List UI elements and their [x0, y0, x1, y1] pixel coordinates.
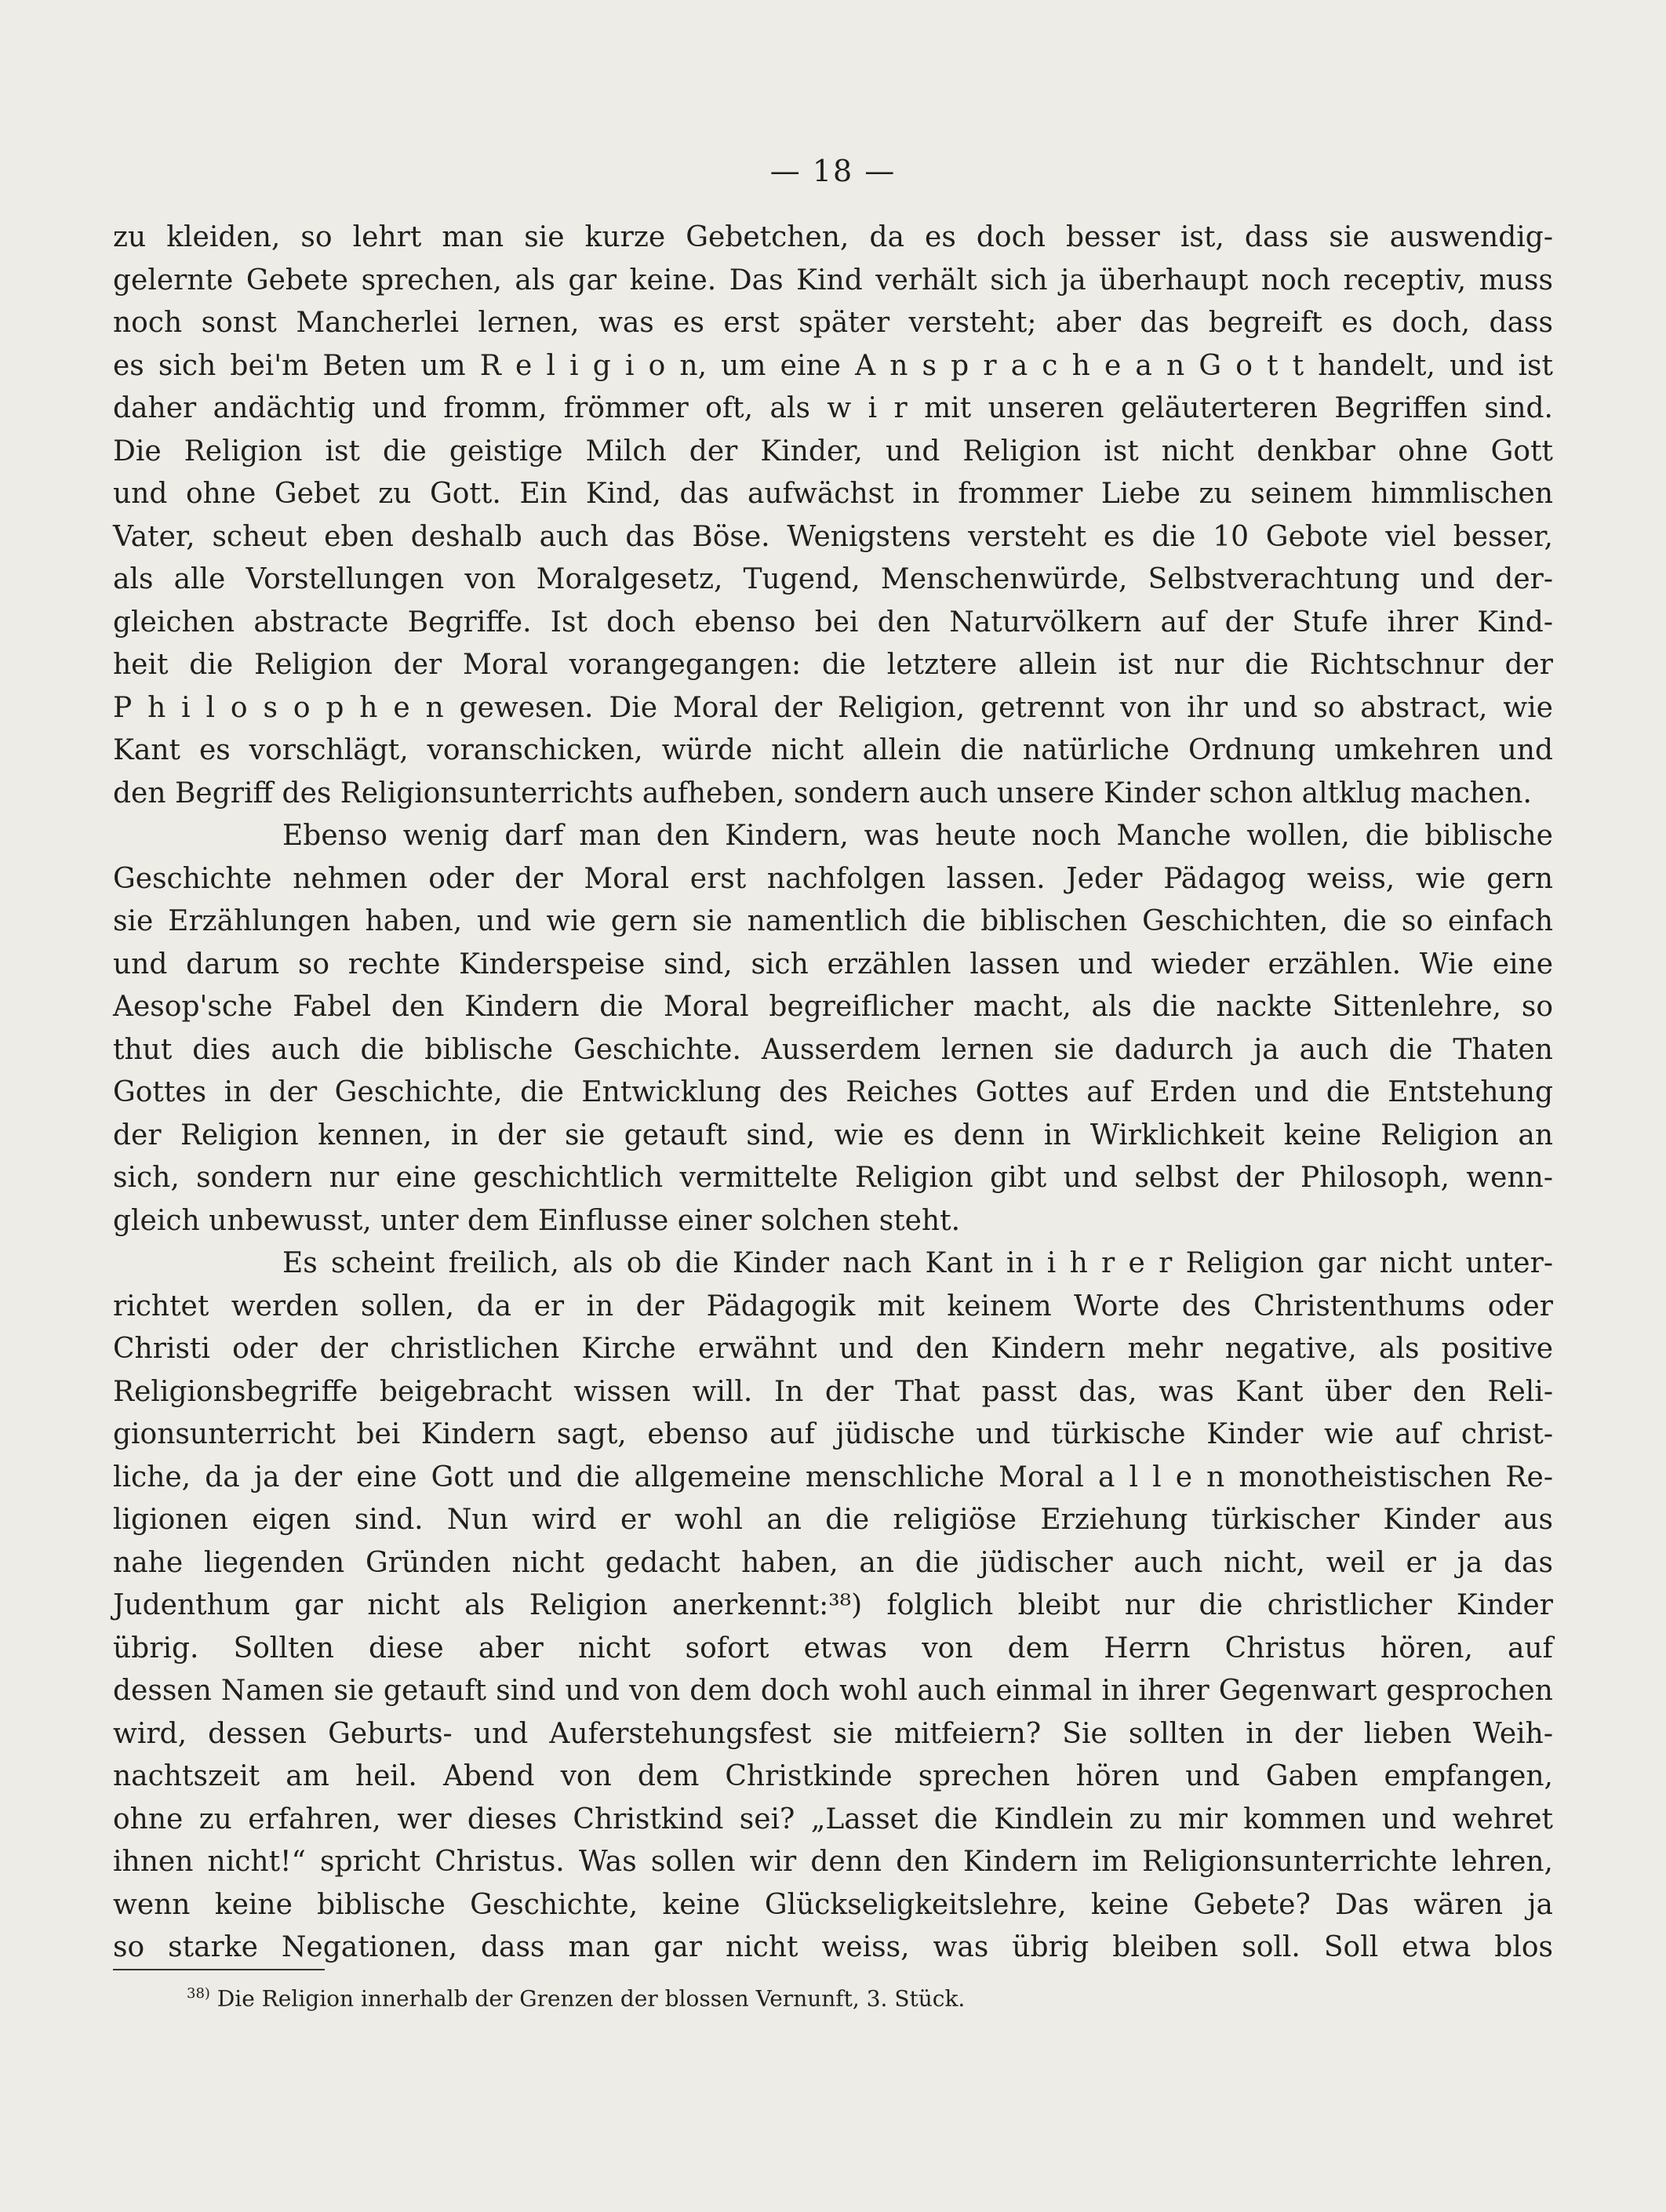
footnote-rule: [113, 1969, 325, 1970]
text-line: gionsunterricht bei Kindern sagt, ebenso auf jüdische und türkische Kinder wie auf christ-: [113, 1418, 1553, 1450]
page-number: — 18 —: [769, 154, 897, 188]
text-line: Kant es vorschlägt, voranschicken, würde nicht allein die natürliche Ordnung umkehren und: [113, 734, 1553, 766]
text-line: den Begriff des Religionsunterrichts aufheben, sondern auch unsere Kinder schon altklug machen.: [113, 777, 1532, 809]
text-line: P h i l o s o p h e n gewesen. Die Moral der Religion, getrennt von ihr und so abstract, wie: [113, 691, 1553, 724]
text-line: Geschichte nehmen oder der Moral erst nachfolgen lassen. Jeder Pädagog weiss, wie gern: [113, 862, 1553, 895]
text-line: noch sonst Mancherlei lernen, was es erst später versteht; aber das begreift es doch, dass: [113, 307, 1553, 339]
footnote-mark: 38): [187, 1985, 210, 2002]
text-line: und darum so rechte Kinderspeise sind, sich erzählen lassen und wieder erzählen. Wie eine: [113, 948, 1553, 980]
text-line: heit die Religion der Moral vorangegangen: die letztere allein ist nur die Richtschnur der: [113, 649, 1553, 681]
text-line: thut dies auch die biblische Geschichte. Ausserdem lernen sie dadurch ja auch die Thaten: [113, 1033, 1553, 1066]
text-line: gelernte Gebete sprechen, als gar keine. Das Kind verhält sich ja überhaupt noch receptiv, muss: [113, 264, 1553, 297]
text-line: ihnen nicht!“ spricht Christus. Was sollen wir denn den Kindern im Religionsunterrichte lehren,: [113, 1846, 1553, 1878]
text-line: Religionsbegriffe beigebracht wissen will. In der That passt das, was Kant über den Reli-: [113, 1375, 1553, 1408]
text-line: übrig. Sollten diese aber nicht sofort etwas von dem Herrn Christus hören, auf: [113, 1632, 1553, 1664]
text-line: so starke Negationen, dass man gar nicht weiss, was übrig bleiben soll. Soll etwa blos: [113, 1931, 1553, 1963]
text-line: dessen Namen sie getauft sind und von dem doch wohl auch einmal in ihrer Gegenwart gesprochen: [113, 1675, 1553, 1707]
text-line: sie Erzählungen haben, und wie gern sie namentlich die biblischen Geschichten, die so einfach: [113, 905, 1553, 937]
text-line: Gottes in der Geschichte, die Entwicklung des Reiches Gottes auf Erden und die Entstehung: [113, 1076, 1553, 1108]
text-line: Ebenso wenig darf man den Kindern, was heute noch Manche wollen, die biblische: [282, 820, 1553, 852]
text-line: wenn keine biblische Geschichte, keine Glückseligkeitslehre, keine Gebete? Das wären ja: [113, 1888, 1553, 1921]
text-line: liche, da ja der eine Gott und die allgemeine menschliche Moral a l l e n monotheistischen Re-: [113, 1461, 1553, 1493]
text-line: Aesop'sche Fabel den Kindern die Moral begreiflicher macht, als die nackte Sittenlehre, so: [113, 991, 1553, 1023]
text-line: der Religion kennen, in der sie getauft sind, wie es denn in Wirklichkeit keine Religion an: [113, 1119, 1553, 1151]
footnote-text: Die Religion innerhalb der Grenzen der blossen Vernunft, 3. Stück.: [216, 1985, 966, 2012]
text-line: richtet werden sollen, da er in der Pädagogik mit keinem Worte des Christenthums oder: [113, 1290, 1553, 1322]
text-line: daher andächtig und fromm, frömmer oft, als w i r mit unseren geläuterteren Begriffen sind.: [113, 392, 1553, 424]
text-line: wird, dessen Geburts- und Auferstehungsfest sie mitfeiern? Sie sollten in der lieben Weih-: [113, 1717, 1553, 1750]
text-line: nachtszeit am heil. Abend von dem Christkinde sprechen hören und Gaben empfangen,: [113, 1760, 1553, 1792]
text-line: gleichen abstracte Begriffe. Ist doch ebenso bei den Naturvölkern auf der Stufe ihrer Kind-: [113, 606, 1553, 638]
text-line: Es scheint freilich, als ob die Kinder nach Kant in i h r e r Religion gar nicht unter-: [282, 1247, 1553, 1279]
text-line: Vater, scheut eben deshalb auch das Böse. Wenigstens versteht es die 10 Gebote viel besser,: [113, 520, 1553, 553]
text-line: als alle Vorstellungen von Moralgesetz, Tugend, Menschenwürde, Selbstverachtung und der-: [113, 563, 1553, 595]
text-line: und ohne Gebet zu Gott. Ein Kind, das aufwächst in frommer Liebe zu seinem himmlischen: [113, 478, 1553, 510]
text-line: ohne zu erfahren, wer dieses Christkind sei? „Lasset die Kindlein zu mir kommen und wehret: [113, 1803, 1553, 1835]
text-line: nahe liegenden Gründen nicht gedacht haben, an die jüdischer auch nicht, weil er ja das: [113, 1546, 1553, 1579]
text-line: Judenthum gar nicht als Religion anerkennt:³⁸) folglich bleibt nur die christlicher Kinder: [113, 1589, 1553, 1621]
text-line: ligionen eigen sind. Nun wird er wohl an die religiöse Erziehung türkischer Kinder aus: [113, 1504, 1553, 1536]
text-line: zu kleiden, so lehrt man sie kurze Gebetchen, da es doch besser ist, dass sie auswendig-: [113, 221, 1553, 253]
text-line: gleich unbewusst, unter dem Einflusse einer solchen steht.: [113, 1204, 961, 1237]
text-line: es sich bei'm Beten um R e l i g i o n, um eine A n s p r a c h e a n G o t t handelt, und ist: [113, 349, 1553, 382]
footnote: [187, 1978, 965, 2014]
text-line: Die Religion ist die geistige Milch der Kinder, und Religion ist nicht denkbar ohne Gott: [113, 435, 1553, 468]
text-line: Christi oder der christlichen Kirche erwähnt und den Kindern mehr negative, als positive: [113, 1333, 1553, 1365]
text-line: sich, sondern nur eine geschichtlich vermittelte Religion gibt und selbst der Philosoph, wenn-: [113, 1162, 1553, 1194]
body-text: [113, 216, 1553, 1970]
